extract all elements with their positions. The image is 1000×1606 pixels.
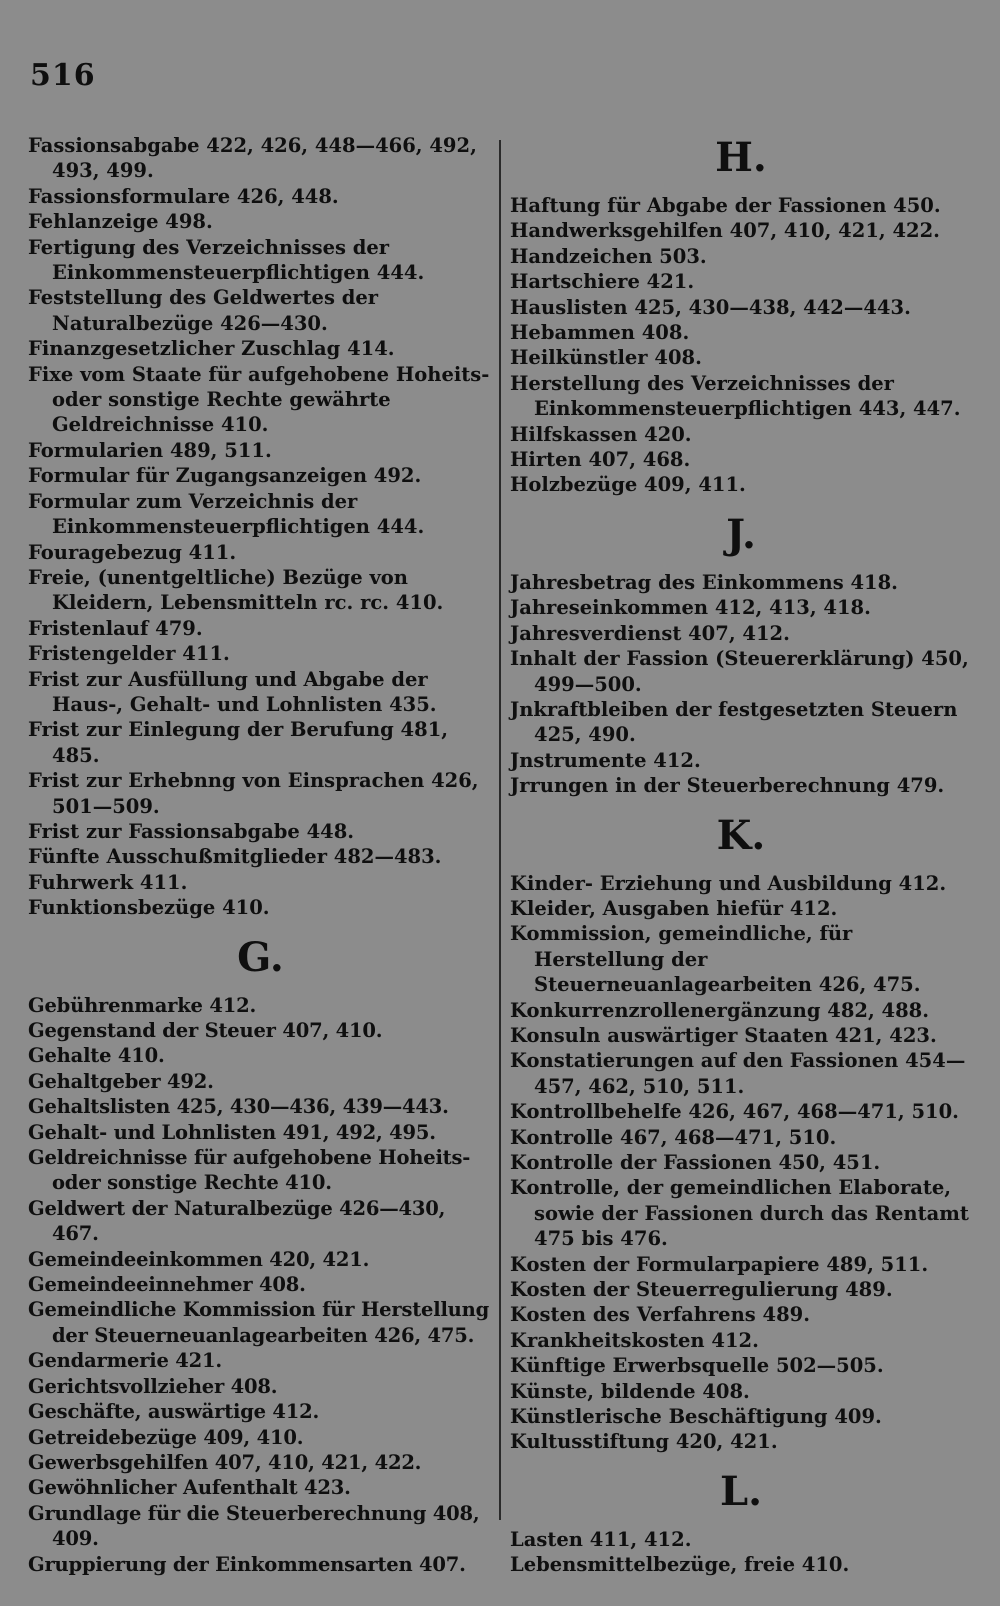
index-entry: Fristenlauf 479.	[28, 616, 203, 640]
index-entry: Handzeichen 503.	[510, 244, 707, 268]
index-entry: Hebammen 408.	[510, 321, 690, 345]
index-entry: Funktionsbezüge 410.	[28, 896, 270, 920]
index-entry: Gemeindeeinkommen 420, 421.	[28, 1247, 370, 1271]
index-entry: Frist zur Einlegung der Berufung 481, 485.	[28, 718, 449, 767]
index-entry: Kultusstiftung 420, 421.	[510, 1430, 778, 1454]
index-entry: Frist zur Fassionsabgabe 448.	[28, 819, 355, 843]
index-entry: Haftung für Abgabe der Fassionen 450.	[510, 194, 941, 217]
index-entry: Fünfte Ausschußmitglieder 482—483.	[28, 845, 442, 869]
index-entry: Konsuln auswärtiger Staaten 421, 423.	[510, 1023, 937, 1047]
index-entry: Grundlage für die Steuerberechnung 408, 409.	[28, 1501, 480, 1551]
index-entry: Frist zur Ausfüllung und Abgabe der Haus-, Gehalt- und Lohnlisten 435.	[28, 667, 437, 716]
index-entry: Hirten 407, 468.	[510, 448, 691, 472]
index-entry: Jahresbetrag des Einkommens 418.	[510, 570, 898, 594]
index-entry: Geschäfte, auswärtige 412.	[28, 1400, 320, 1424]
index-entry: Jahresverdienst 407, 412.	[510, 621, 790, 645]
index-entry: Jahreseinkommen 412, 413, 418.	[510, 596, 871, 620]
index-entry: Getreidebezüge 409, 410.	[28, 1425, 304, 1449]
index-entry: Gegenstand der Steuer 407, 410.	[28, 1019, 383, 1042]
index-entry: Formular für Zugangsanzeigen 492.	[28, 464, 422, 488]
index-entry: Kontrolle, der gemeindlichen Elaborate, sowie der Fassionen durch das Rentamt 475 bis 476.	[510, 1176, 969, 1251]
section-letter-h: H.	[715, 134, 767, 181]
index-entry: Gerichtsvollzieher 408.	[28, 1374, 278, 1398]
index-entry: Jnkraftbleiben der festgesetzten Steuern 425, 490.	[510, 697, 958, 747]
section-letter-g: G.	[237, 933, 284, 981]
index-entry: Lebensmittelbezüge, freie 410.	[510, 1553, 850, 1577]
index-entry: Formular zum Verzeichnis der Einkommensteuerpflichtigen 444.	[28, 489, 425, 539]
index-entry: Kosten des Verfahrens 489.	[510, 1303, 811, 1327]
index-entry: Gehaltgeber 492.	[28, 1069, 214, 1093]
index-entry: Fristengelder 411.	[28, 642, 230, 666]
index-entry: Geldwert der Naturalbezüge 426—430, 467.	[28, 1196, 446, 1246]
page-number: 516	[30, 58, 96, 93]
index-entry: Gemeindeeinnehmer 408.	[28, 1273, 306, 1297]
index-entry: Kontrolle der Fassionen 450, 451.	[510, 1151, 881, 1174]
index-entry: Fassionsformulare 426, 448.	[28, 184, 339, 208]
index-entry: Fehlanzeige 498.	[28, 210, 213, 234]
index-entry: Gemeindliche Kommission für Herstellung der Steuerneuanlagearbeiten 426, 475.	[28, 1298, 490, 1347]
index-entry: Kontrolle 467, 468—471, 510.	[510, 1125, 837, 1149]
index-entry: Kosten der Steuerregulierung 489.	[510, 1278, 893, 1302]
index-entry: Kosten der Formularpapiere 489, 511.	[510, 1252, 929, 1276]
index-entry: Kleider, Ausgaben hiefür 412.	[510, 896, 838, 920]
index-entry: Kommission, gemeindliche, für Herstellung der Steuerneuanlagearbeiten 426, 475.	[510, 922, 921, 997]
entries-group-f	[28, 133, 493, 921]
entries-group-j	[510, 570, 972, 799]
index-column-left	[28, 133, 493, 1577]
index-entry: Krankheitskosten 412.	[510, 1328, 759, 1352]
index-entry: Fouragebezug 411.	[28, 540, 237, 564]
index-entry: Formularien 489, 511.	[28, 438, 272, 462]
index-entry: Jnstrumente 412.	[510, 748, 701, 772]
index-entry: Künstlerische Beschäftigung 409.	[510, 1405, 882, 1429]
index-entry: Fertigung des Verzeichnisses der Einkommensteuerpflichtigen 444.	[28, 235, 425, 285]
index-entry: Feststellung des Geldwertes der Naturalbezüge 426—430.	[28, 286, 379, 335]
index-entry: Handwerksgehilfen 407, 410, 421, 422.	[510, 219, 940, 243]
column-divider	[499, 140, 501, 1520]
section-letter-j: J.	[726, 510, 756, 558]
index-entry: Fuhrwerk 411.	[28, 870, 188, 894]
entries-group-g	[28, 993, 493, 1577]
index-entry: Künste, bildende 408.	[510, 1379, 750, 1403]
index-entry: Frist zur Erhebnng von Einsprachen 426, 501—509.	[28, 769, 479, 818]
index-entry: Geldreichnisse für aufgehobene Hoheits- oder sonstige Rechte 410.	[28, 1146, 471, 1195]
index-entry: Holzbezüge 409, 411.	[510, 473, 746, 497]
index-entry: Gehalte 410.	[28, 1044, 165, 1068]
index-column-right	[510, 133, 972, 1578]
index-entry: Hauslisten 425, 430—438, 442—443.	[510, 295, 911, 319]
index-entry: Gewöhnlicher Aufenthalt 423.	[28, 1476, 351, 1500]
index-entry: Finanzgesetzlicher Zuschlag 414.	[28, 337, 395, 361]
index-entry: Kinder- Erziehung und Ausbildung 412.	[510, 871, 947, 895]
index-entry: Hilfskassen 420.	[510, 422, 692, 446]
index-entry: Konkurrenzrollenergänzung 482, 488.	[510, 998, 930, 1022]
index-entry: Herstellung des Verzeichnisses der Einkommensteuerpflichtigen 443, 447.	[510, 371, 961, 421]
section-letter-k: K.	[716, 811, 766, 859]
index-entry: Gewerbsgehilfen 407, 410, 421, 422.	[28, 1450, 422, 1474]
index-entry: Konstatierungen auf den Fassionen 454—457, 462, 510, 511.	[510, 1049, 966, 1098]
entries-group-h	[510, 193, 972, 498]
index-entry: Gendarmerie 421.	[28, 1349, 222, 1373]
index-entry: Inhalt der Fassion (Steuererklärung) 450, 499—500.	[510, 647, 969, 696]
index-entry: Künftige Erwerbsquelle 502—505.	[510, 1354, 884, 1378]
index-entry: Jrrungen in der Steuerberechnung 479.	[510, 774, 945, 798]
index-entry: Fassionsabgabe 422, 426, 448—466, 492, 493, 499.	[28, 134, 477, 183]
index-entry: Fixe vom Staate für aufgehobene Hoheits- oder sonstige Rechte gewährte Geldreichnisse 410.	[28, 362, 490, 437]
index-entry: Gebührenmarke 412.	[28, 993, 257, 1017]
index-entry: Hartschiere 421.	[510, 270, 695, 294]
entries-group-l	[510, 1527, 972, 1578]
index-entry: Lasten 411, 412.	[510, 1527, 692, 1551]
index-entry: Gehaltslisten 425, 430—436, 439—443.	[28, 1095, 449, 1119]
index-entry: Gruppierung der Einkommensarten 407.	[28, 1552, 466, 1576]
section-letter-l: L.	[719, 1467, 763, 1515]
index-entry: Heilkünstler 408.	[510, 346, 702, 370]
index-entry: Freie, (unentgeltliche) Bezüge von Kleidern, Lebensmitteln rc. rc. 410.	[28, 565, 444, 615]
index-entry: Gehalt- und Lohnlisten 491, 492, 495.	[28, 1120, 436, 1144]
entries-group-k	[510, 871, 972, 1455]
index-entry: Kontrollbehelfe 426, 467, 468—471, 510.	[510, 1100, 959, 1124]
